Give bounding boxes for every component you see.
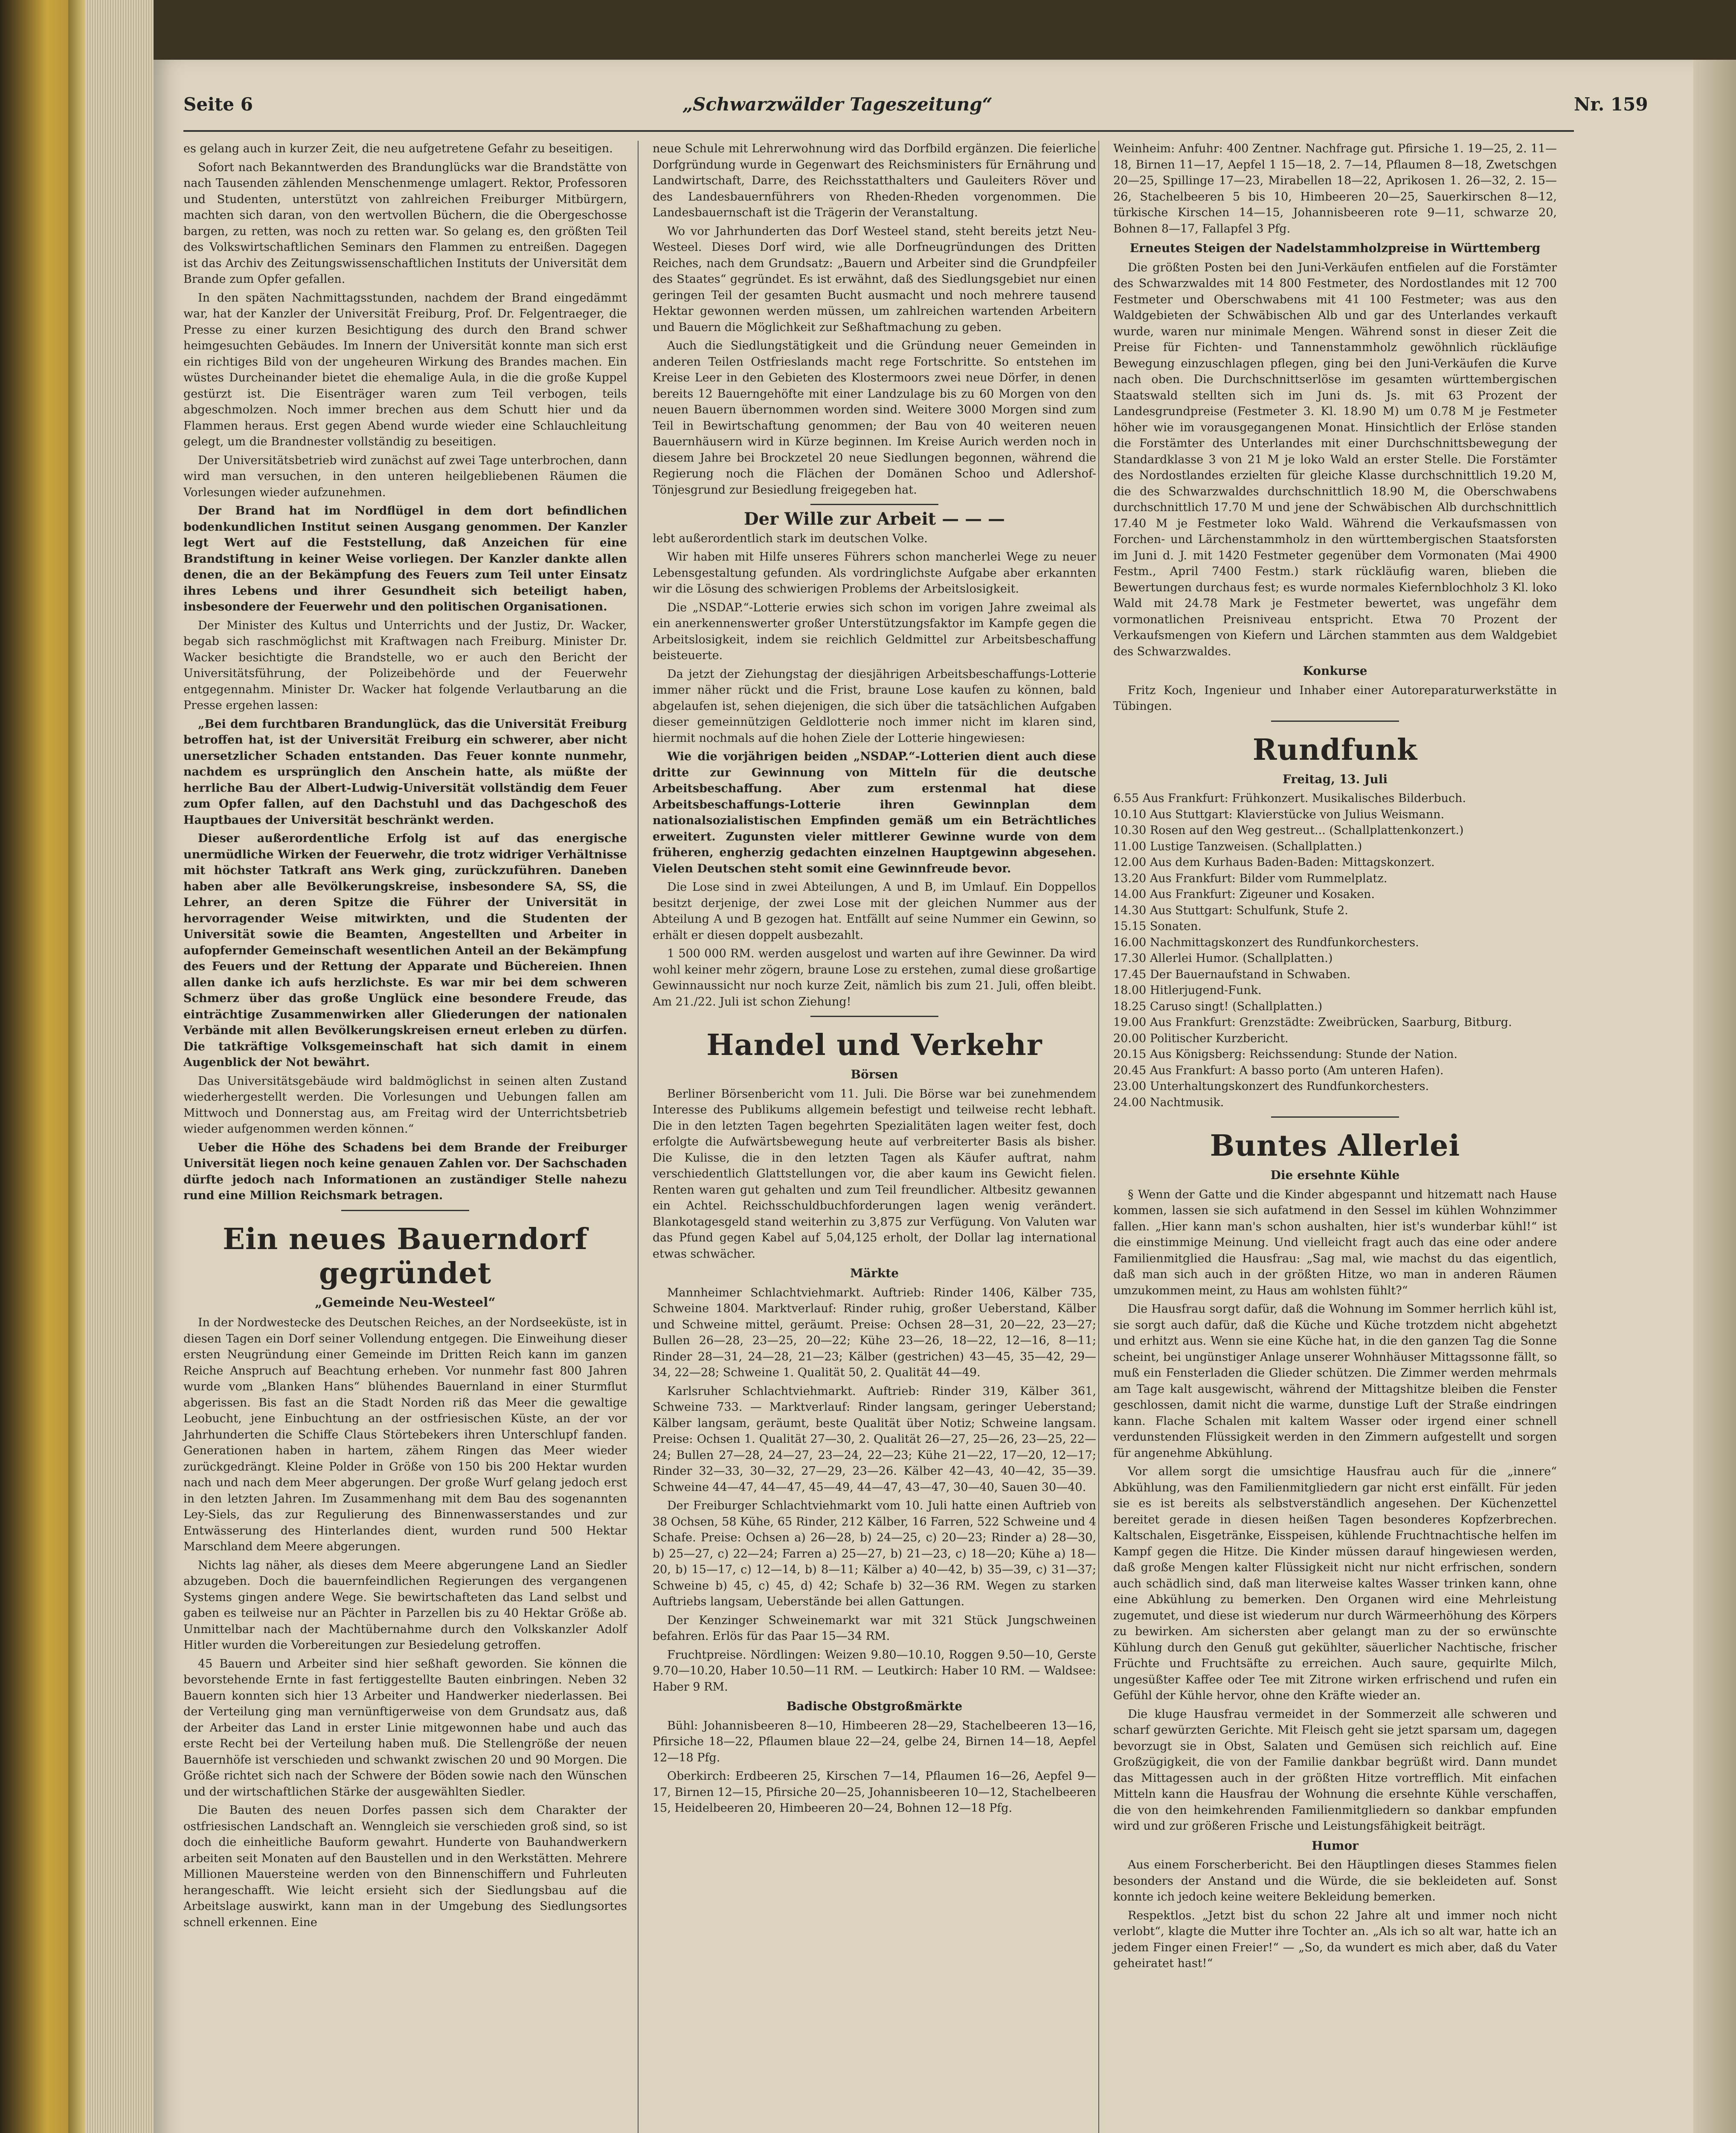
paragraph: Sofort nach Bekanntwerden des Brandunglücks war die Brandstätte von nach Tausenden zählenden Menschenmenge umlagert. Rektor, Professoren und Studenten, unterstützt von zahlreichen Freiburger Mitbürgern, machten sich daran, von den wertvollen Büchern, die die Obergeschosse bargen, zu retten, was noch zu retten war. So gelang es, den größten Teil des Volkswirtschaftlichen Seminars den Flammen zu entreißen. Dagegen ist das Archiv des Zeitungswissenschaftlichen Instituts der Universität dem Brande zum Opfer gefallen. bbox=[183, 160, 627, 286]
paragraph: neue Schule mit Lehrerwohnung wird das Dorfbild ergänzen. Die feierliche Dorfgründung wurde in Gegenwart des Reichsministers für Ernährung und Landwirtschaft, Darre, des Reichsstatthalters und Gauleiters Röver und des Landesbauernführers von Rheden-Rheden vorgenommen. Die Landesbauernschaft ist die Trägerin der Veranstaltung. bbox=[653, 142, 1096, 219]
paragraph: Da jetzt der Ziehungstag der diesjährigen Arbeitsbeschaffungs-Lotterie immer näher rückt und die Frist, braune Lose kaufen zu können, bald abgelaufen ist, sehen diejenigen, die sich über die tatsächlichen Aufgaben dieser gemeinnützigen Geldlotterie noch immer nicht im klaren sind, hiermit nochmals auf die hohen Ziele der Lotterie hingewiesen: bbox=[653, 667, 1096, 745]
radio-item: 11.00 Lustige Tanzweisen. (Schallplatten.) bbox=[1113, 840, 1362, 853]
section-heading: Märkte bbox=[850, 1266, 899, 1280]
paragraph: Vor allem sorgt die umsichtige Hausfrau auch für die „innere“ Abkühlung, was den Familienmitgliedern gar nicht erst einfällt. Für jeden sie es ist bereits als selbstverständlich angesehen. Der Küchenzettel bereitet gerade in diesen heißen Tagen besonderes Kopfzerbrechen. Kaltschalen, Eisgetränke, Eisspeisen, kühlende Fruchtnachtische helfen im Kampf gegen die Hitze. Die Kinder müssen darauf hingewiesen werden, daß große Mengen kalter Flüssigkeit nicht nur nicht erfrischen, sondern auch schädlich sind, daß man literweise kaltes Wasser trinken kann, ohne eine Abkühlung zu bemerken. Den Organen wird eine Mehrleistung zugemutet, und diese ist wiederum nur durch Wärmeerhöhung des Körpers zu bewirken. Am sichersten aber gelangt man zu der so erwünschte Kühlung durch den Genuß gut gekühlter, säuerlicher Nachtische, frischer Früchte und Fruchtsäfte zu erreichen. Auch saure, gequirlte Milch, ungesüßter Kaffee oder Tee mit Zitrone wirken erfrischend und rufen ein Gefühl der Kühle hervor, ohne den Kräfte wieder an. bbox=[1113, 1465, 1557, 1702]
paragraph: Der Minister des Kultus und Unterrichts und der Justiz, Dr. Wacker, begab sich raschmöglichst mit Kraftwagen nach Freiburg. Minister Dr. Wacker besichtigte die Brandstelle, wo er auch den Bericht der Universitätsführung, der Polizeibehörde und der Feuerwehr entgegennahm. Minister Dr. Wacker hat folgende Verlautbarung an die Presse ergehen lassen: bbox=[183, 619, 627, 712]
radio-item: 24.00 Nachtmusik. bbox=[1113, 1096, 1224, 1109]
paragraph: Das Universitätsgebäude wird baldmöglichst in seinen alten Zustand wiederhergestellt werden. Die Vorlesungen und Uebungen fallen am Mittwoch und Donnerstag aus, am Freitag wird der Unterrichtsbetrieb wieder aufgenommen werden können.“ bbox=[183, 1074, 627, 1136]
newspaper-page bbox=[154, 60, 1736, 2133]
radio-item: 10.30 Rosen auf den Weg gestreut... (Schallplattenkonzert.) bbox=[1113, 824, 1464, 837]
radio-item: 13.20 Aus Frankfurt: Bilder vom Rummelplatz. bbox=[1113, 872, 1388, 885]
radio-item: 17.30 Allerlei Humor. (Schallplatten.) bbox=[1113, 952, 1333, 965]
paragraph: Die Hausfrau sorgt dafür, daß die Wohnung im Sommer herrlich kühl ist, sie sorgt auch dafür, daß die Küche und Küche trotzdem nicht abgehetzt und erhitzt aus. Wenn sie eine Küche hat, in die den ganzen Tag die Sonne scheint, bei ungünstiger Anlage unserer Wohnhäuser Mittagssonne fällt, so muß ein Fensterladen die Glieder schützen. Die Zimmer werden mehrmals am Tage kalt ausgewischt, während der Mittagshitze bleiben die Fenster geschlossen, damit nicht die warme, dunstige Luft der Straße eindringen kann. Flache Schalen mit kaltem Wasser oder irgend einer schnell verdunstenden Flüssigkeit werden in den Zimmern aufgestellt und sorgen für angenehme Abkühlung. bbox=[1113, 1302, 1557, 1460]
section-heading: Humor bbox=[1312, 1838, 1359, 1853]
page-header bbox=[183, 94, 1689, 124]
page-edges bbox=[85, 0, 154, 2133]
page-number: Seite 6 bbox=[183, 94, 253, 115]
subheadline: „Gemeinde Neu-Westeel“ bbox=[315, 1295, 496, 1310]
headline-handel: Handel und Verkehr bbox=[706, 1028, 1042, 1062]
radio-item: 6.55 Aus Frankfurt: Frühkonzert. Musikalisches Bilderbuch. bbox=[1113, 792, 1466, 805]
paragraph: Weinheim: Anfuhr: 400 Zentner. Nachfrage gut. Pfirsiche 1. 19—25, 2. 11—18, Birnen 11—17, Aepfel 1 15—18, 2. 7—14, Pflaumen 8—18, Zwetschgen 20—25, Spillinge 17—23, Mirabellen 18—22, Aprikosen 1. 26—32, 2. 15—26, Stachelbeeren 5 bis 10, Himbeeren 20—25, Sauerkirschen 8—12, türkische Kirschen 14—15, Johannisbeeren rote 9—11, schwarze 20, Bohnen 8—17, Fallapfel 3 Pfg. bbox=[1113, 142, 1557, 235]
section-rule bbox=[1271, 721, 1399, 722]
column-2 bbox=[653, 141, 1096, 1819]
paragraph: lebt außerordentlich stark im deutschen Volke. bbox=[653, 532, 928, 545]
paragraph: Der Brand hat im Nordflügel in dem dort befindlichen bodenkundlichen Institut seinen Ausgang genommen. Der Kanzler legt Wert auf die Feststellung, daß Anzeichen für eine Brandstiftung in keiner Weise vorliegen. Der Kanzler dankte allen denen, die an der Bekämpfung des Feuers zum Teil unter Einsatz ihres Lebens und ihrer Gesundheit sich beteiligt haben, insbesondere der Feuerwehr und den politischen Organisationen. bbox=[183, 504, 627, 613]
radio-item: 12.00 Aus dem Kurhaus Baden-Baden: Mittagskonzert. bbox=[1113, 856, 1435, 869]
paragraph: Die Lose sind in zwei Abteilungen, A und B, im Umlauf. Ein Doppellos besitzt derjenige, der zwei Lose mit der gleichen Nummer aus der Abteilung A und B gezogen hat. Entfällt auf seine Nummer ein Gewinn, so erhält er diesen doppelt ausbezahlt. bbox=[653, 881, 1096, 942]
section-rule bbox=[810, 1016, 938, 1017]
radio-item: 15.15 Sonaten. bbox=[1113, 920, 1202, 933]
radio-day: Freitag, 13. Juli bbox=[1282, 772, 1388, 786]
paragraph: Bühl: Johannisbeeren 8—10, Himbeeren 28—29, Stachelbeeren 13—16, Pfirsiche 18—22, Pflaumen blaue 22—24, gelbe 24, Birnen 14—18, Aepfel 12—18 Pfg. bbox=[653, 1719, 1096, 1764]
paragraph: Wo vor Jahrhunderten das Dorf Westeel stand, steht bereits jetzt Neu-Westeel. Dieses Dorf wird, wie alle Dorfneugründungen des Dritten Reiches, nach dem Grundsatz: „Bauern und Arbeiter sind die Grundpfeiler des Staates“ gegründet. Es ist erwähnt, daß des Siedlungsgebiet nur einen geringen Teil der gesamten Bucht ausmacht und noch mehrere tausend Hektar gewonnen werden müssen, um zahlreichen wartenden Arbeitern und Bauern die Möglichkeit zur Seßhaftmachung zu geben. bbox=[653, 224, 1096, 334]
paragraph: Die größten Posten bei den Juni-Verkäufen entfielen auf die Forstämter des Schwarzwaldes mit 14 800 Festmeter, des Nordostlandes mit 12 700 Festmeter und Oberschwabens mit 41 100 Festmeter; was aus den Waldgebieten der Schwäbischen Alb und gar des Unterlandes verkauft wurde, waren nur minimale Mengen. Während sonst in dieser Zeit die Preise für Fichten- und Tannenstammholz gewöhnlich rückläufige Bewegung einzuschlagen pflegen, ging bei den Juni-Verkäufen die Kurve nach oben. Die Durchschnittserlöse im gesamten württembergischen Staatswald stellten sich im Juni ds. Js. mit 63 Prozent der Landesgrundpreise (Festmeter 3. Kl. 18.90 M) um 0.78 M je Festmeter höher wie im vorausgegangenen Monat. Hinsichtlich der Erlöse standen die Forstämter des Unterlandes mit einer Durchschnittsbewegung der Standardklasse 3 von 21 M je loko Wald an erster Stelle. Die Forstämter des Nordostlandes erzielten für gleiche Klasse durchschnittlich 19.20 M, die des Schwarzwaldes durchschnittlich 18.90 M, die Oberschwabens durchschnittlich 17.70 M und jene der Schwäbischen Alb durchschnittlich 17.40 M je Festmeter loko Wald. Während die Verkaufsmassen von Forchen- und Lärchenstammholz in den württembergischen Staatsforsten im Juni d. J. mit 1420 Festmeter gegenüber dem Vormonaten (Mai 4900 Festm., April 7400 Festm.) stark rückläufig waren, blieben die Bewertungen durchaus fest; es wurde normales Kiefernblochholz 3 Kl. loko Wald mit 24.78 Mark je Festmeter bewertet, was ungefähr dem vormonatlichen Preisniveau entspricht. Etwa 70 Prozent der Verkaufsmengen von Kiefern und Lärchen stammten aus dem Waldgebiet des Schwarzwaldes. bbox=[1113, 261, 1557, 658]
paragraph: In den späten Nachmittagsstunden, nachdem der Brand eingedämmt war, hat der Kanzler der Universität Freiburg, Prof. Dr. Felgentraeger, die Presse zu einer kurzen Besichtigung des durch den Brand schwer heimgesuchten Gebäudes. Im Innern der Universität konnte man sich erst ein richtiges Bild von der ungeheuren Wirkung des Brandes machen. Ein wüstes Durcheinander bietet die ehemalige Aula, in die die große Kuppel gestürzt ist. Die Eisenträger waren zum Teil verbogen, teils abgeschmolzen. Noch immer brechen aus dem Schutt hier und da Flammen heraus. Erst gegen Abend wurde wieder eine Schlauchleitung gelegt, um die Brandnester vollständig zu beseitigen. bbox=[183, 291, 627, 448]
paragraph: Mannheimer Schlachtviehmarkt. Auftrieb: Rinder 1406, Kälber 735, Schweine 1804. Marktverlauf: Rinder ruhig, großer Ueberstand, Kälber und Schweine mittel, geräumt. Preise: Ochsen 28—31, 20—22, 23—27; Bullen 26—28, 23—25, 20—22; Kühe 23—26, 18—22, 12—16, 8—11; Rinder 28—31, 24—28, 21—23; Kälber (gestrichen) 43—45, 35—42, 29—34, 22—28; Schweine 1. Qualität 50, 2. Qualität 44—49. bbox=[653, 1286, 1096, 1379]
next-page-edge bbox=[1693, 60, 1736, 2133]
column-divider bbox=[1098, 141, 1099, 2133]
paragraph: § Wenn der Gatte und die Kinder abgespannt und hitzematt nach Hause kommen, lassen sie sich aufatmend in den Sessel im kühlen Wohnzimmer fallen. „Hier kann man's schon aushalten, hier ist's wunderbar kühl!“ ist die einstimmige Meinung. Und vielleicht fragt auch das eine oder andere Familienmitglied die Hausfrau: „Sag mal, wie machst du das eigentlich, daß man sich auch in der größten Hitze, wo man in anderen Räumen umzukommen meint, zu Haus am wohlsten fühlt?“ bbox=[1113, 1188, 1557, 1297]
paragraph: Die kluge Hausfrau vermeidet in der Sommerzeit alle schweren und scharf gewürzten Gerichte. Mit Fleisch geht sie jetzt sparsam um, dagegen bevorzugt sie in Obst, Salaten und Gemüsen sich reichlich auf. Eine Großzügigkeit, die von der Familie dankbar begrüßt wird. Dann mundet das Mittagessen auch in der größten Hitze vortrefflich. Mit einfachen Mitteln kann die Hausfrau der Wohnung die ersehnte Kühle verschaffen, die von den heimkehrenden Familienmitgliedern so dankbar empfunden wird und zur größeren Frische und Leistungsfähigkeit beiträgt. bbox=[1113, 1707, 1557, 1833]
column-divider bbox=[638, 141, 639, 2133]
section-heading: Börsen bbox=[851, 1067, 898, 1081]
column-3 bbox=[1113, 141, 1557, 1974]
section-rule bbox=[810, 504, 938, 505]
paragraph: Fruchtpreise. Nördlingen: Weizen 9.80—10.10, Roggen 9.50—10, Gerste 9.70—10.20, Haber 10.50—11 RM. — Leutkirch: Haber 10 RM. — Waldsee: Haber 9 RM. bbox=[653, 1648, 1096, 1694]
paragraph: Wir haben mit Hilfe unseres Führers schon mancherlei Wege zu neuer Lebensgestaltung gefunden. Als vordringlichste Aufgabe aber erkannten wir die Lösung des schwierigen Problems der Arbeitslosigkeit. bbox=[653, 550, 1096, 596]
radio-item: 16.00 Nachmittagskonzert des Rundfunkorchesters. bbox=[1113, 936, 1419, 949]
radio-item: 20.15 Aus Königsberg: Reichssendung: Stunde der Nation. bbox=[1113, 1048, 1457, 1061]
section-heading: Badische Obstgroßmärkte bbox=[786, 1699, 963, 1713]
radio-item: 20.00 Politischer Kurzbericht. bbox=[1113, 1032, 1289, 1045]
paragraph: Die „NSDAP.“-Lotterie erwies sich schon im vorigen Jahre zweimal als ein anerkennenswerter großer Unterstützungsfaktor im Kampfe gegen die Arbeitslosigkeit, indem sie reichlich Geldmittel zur Arbeitsbeschaffung beisteuerte. bbox=[653, 601, 1096, 662]
headline-rundfunk: Rundfunk bbox=[1252, 732, 1418, 767]
paragraph: In der Nordwestecke des Deutschen Reiches, an der Nordseeküste, ist in diesen Tagen ein Dorf seiner Vollendung entgegen. Die Einweihung dieser ersten Neugründung einer Gemeinde im Dritten Reich kann im ganzen Reiche Anspruch auf Beachtung erheben. Vor nunmehr fast 800 Jahren wurde vom „Blanken Hans“ blühendes Bauernland in einer Sturmflut abgerissen. Bis fast an die Stadt Norden riß das Meer die gewaltige Leobucht, jene Einbuchtung an der ostfriesischen Küste, an der vor Jahrhunderten die Schiffe Claus Störtebekers ihren Unterschlupf fanden. Generationen haben in hartem, zähem Ringen das Meer wieder zurückgedrängt. Kleine Polder in Größe von 150 bis 200 Hektar wurden nach und nach dem Meer abgerungen. Der große Wurf gelang jedoch erst in den letzten Jahren. Im Zusammenhang mit dem Bau des sogenannten Ley-Siels, das zur Regulierung des Binnenwasserstandes und zur Entwässerung des Hinterlandes dient, wurden rund 500 Hektar Marschland dem Meere abgerungen. bbox=[183, 1316, 627, 1553]
paragraph: Der Kenzinger Schweinemarkt war mit 321 Stück Jungschweinen befahren. Erlös für das Paar 15—34 RM. bbox=[653, 1613, 1096, 1643]
paragraph: Der Universitätsbetrieb wird zunächst auf zwei Tage unterbrochen, dann wird man versuchen, in den unteren heilgebliebenen Räumen die Vorlesungen wieder aufzunehmen. bbox=[183, 453, 627, 499]
section-rule bbox=[341, 1210, 469, 1211]
header-rule bbox=[183, 130, 1574, 132]
paragraph: 1 500 000 RM. werden ausgelost und warten auf ihre Gewinner. Da wird wohl keiner mehr zögern, braune Lose zu erstehen, zumal diese großartige Gewinnaussicht nur noch kurze Zeit, nämlich bis zum 21. Juli, offen bleibt. Am 21./22. Juli ist schon Ziehung! bbox=[653, 947, 1096, 1008]
paragraph: 45 Bauern und Arbeiter sind hier seßhaft geworden. Sie können die bevorstehende Ernte in fast fertiggestellte Bauten einbringen. Neben 32 Bauern konnten sich hier 13 Arbeiter und Handwerker niederlassen. Bei der Verteilung ging man vernünftigerweise von dem Grundsatz aus, daß der Arbeiter das Land in erster Linie mitgewonnen habe und auch das erste Recht bei der Verteilung haben muß. Die Stellengröße der neuen Bauernhöfe ist verschieden und schwankt zwischen 20 und 90 Morgen. Die Größe richtet sich nach der Schwere der Böden sowie nach den Wünschen und der wirtschaftlichen Stärke der ausgewählten Siedler. bbox=[183, 1657, 627, 1799]
paragraph: Oberkirch: Erdbeeren 25, Kirschen 7—14, Pflaumen 16—26, Aepfel 9—17, Birnen 12—15, Pfirsiche 20—25, Johannisbeeren 10—12, Stachelbeeren 15, Heidelbeeren 20, Himbeeren 20—24, Bohnen 12—18 Pfg. bbox=[653, 1770, 1096, 1815]
paragraph: Der Freiburger Schlachtviehmarkt vom 10. Juli hatte einen Auftrieb von 38 Ochsen, 58 Kühe, 65 Rinder, 212 Kälber, 16 Farren, 522 Schweine und 4 Schafe. Preise: Ochsen a) 26—28, b) 24—25, c) 20—23; Rinder a) 28—30, b) 25—27, c) 22—24; Farren a) 25—27, b) 21—23, c) 18—20; Kühe a) 18—20, b) 15—17, c) 12—14, b) 8—11; Kälber a) 40—42, b) 35—39, c) 31—37; Schweine b) 45, c) 45, d) 42; Schafe b) 32—36 RM. Wegen zu starken Auftriebs langsam, Ueberstände bei allen Gattungen. bbox=[653, 1499, 1096, 1608]
paragraph: Auch die Siedlungstätigkeit und die Gründung neuer Gemeinden in anderen Teilen Ostfrieslands macht rege Fortschritte. So entstehen im Kreise Leer in den Gebieten des Klostermoors zwei neue Dörfer, in denen bereits 12 Bauerngehöfte mit einer Landzulage bis zu 60 Morgen von den neuen Bauern übernommen worden sind. Weitere 3000 Morgen sind zum Teil in Bewirtschaftung genommen; der Bau von 40 weiteren neuen Bauernhäusern wird in Kürze beginnen. Im Kreise Aurich werden noch in diesem Jahre bei Brockzetel 20 neue Siedlungen begonnen, während die Regierung noch die Flächen der Domänen Schoo und Adlershof-Tönjesgrund zur Besiedlung freigegeben hat. bbox=[653, 339, 1096, 497]
headline-bauerndorf: Ein neues Bauerndorf gegründet bbox=[223, 1222, 588, 1290]
radio-item: 10.10 Aus Stuttgart: Klavierstücke von Julius Weismann. bbox=[1113, 808, 1445, 821]
column-1 bbox=[183, 141, 627, 1933]
paragraph: Respektlos. „Jetzt bist du schon 22 Jahre alt und immer noch nicht verlobt“, klagte die Mutter ihre Tochter an. „Als ich so alt war, hatte ich an jedem Finger einen Freier!“ — „So, da wundert es mich aber, daß du Vater geheiratet hast!“ bbox=[1113, 1909, 1557, 1970]
radio-program-list bbox=[1113, 790, 1557, 1110]
radio-item: 18.25 Caruso singt! (Schallplatten.) bbox=[1113, 1000, 1323, 1013]
radio-item: 20.45 Aus Frankfurt: A basso porto (Am unteren Hafen). bbox=[1113, 1064, 1444, 1077]
section-rule bbox=[1271, 1116, 1399, 1118]
headline-buntes-allerlei: Buntes Allerlei bbox=[1210, 1129, 1460, 1163]
section-heading: Erneutes Steigen der Nadelstammholzpreise in Württemberg bbox=[1129, 241, 1541, 255]
radio-item: 14.00 Aus Frankfurt: Zigeuner und Kosaken. bbox=[1113, 888, 1375, 901]
issue-number: Nr. 159 bbox=[1574, 94, 1648, 115]
book-binding bbox=[0, 0, 85, 2133]
paragraph: „Bei dem furchtbaren Brandunglück, das die Universität Freiburg betroffen hat, ist der Universität Freiburg ein schwerer, aber nicht unersetzlicher Schaden entstanden. Das Feuer konnte nunmehr, nachdem es ursprünglich den Anschein hatte, als müßte der herrliche Bau der Albert-Ludwig-Universität vollständig dem Feuer zum Opfer fallen, auf den Dachstuhl und das Dachgeschoß des Hauptbaues der Universität beschränkt werden. bbox=[183, 717, 627, 827]
headline-wille: Der Wille zur Arbeit — — — bbox=[743, 509, 1005, 529]
paragraph: Nichts lag näher, als dieses dem Meere abgerungene Land an Siedler abzugeben. Doch die bauernfeindlichen Regierungen des vergangenen Systems gingen andere Wege. Sie bewirtschafteten das Land selbst und gaben es teilweise nur an Pächter in Parzellen bis zu 40 Hektar Größe ab. Unmittelbar nach der Machtübernahme durch den Volkskanzler Adolf Hitler wurden die Vorbereitungen zur Besiedelung getroffen. bbox=[183, 1558, 627, 1652]
newspaper-title: „Schwarzwälder Tageszeitung“ bbox=[682, 94, 993, 115]
paragraph: Dieser außerordentliche Erfolg ist auf das energische unermüdliche Wirken der Feuerwehr, die trotz widriger Verhältnisse mit höchster Tatkraft ans Werk ging, zurückzuführen. Daneben haben aber alle Bevölkerungskreise, insbesondere SA, SS, die Lehrer, an deren Spitze die Führer der Universität in hervorragender Weise mitwirkten, und die Studenten der Universität sowie die Beamten, Angestellten und Arbeiter in aufopfernder Gemeinschaft wesentlichen Anteil an der Bekämpfung des Feuers und der Rettung der Apparate und Büchereien. Ihnen allen danke ich aufs herzlichste. Es war mir bei dem schweren Schmerz über das große Unglück eine besondere Freude, das einträchtige Zusammenwirken aller Gliederungen der nationalen Verbände mit allen Bevölkerungskreisen erneut erleben zu dürfen. Die tatkräftige Volksgemeinschaft hat sich damit in einem Augenblick der Not bewährt. bbox=[183, 832, 627, 1069]
section-heading: Konkurse bbox=[1303, 664, 1367, 678]
paragraph: Aus einem Forscherbericht. Bei den Häuptlingen dieses Stammes fielen besonders der Anstand und die Würde, die sie bekleideten auf. Sonst konnte ich jedoch keine weitere Bekleidung bemerken. bbox=[1113, 1858, 1557, 1903]
radio-item: 18.00 Hitlerjugend-Funk. bbox=[1113, 984, 1262, 997]
paragraph: Wie die vorjährigen beiden „NSDAP.“-Lotterien dient auch diese dritte zur Gewinnung von Mitteln für die deutsche Arbeitsbeschaffung. Aber zum erstenmal hat diese Arbeitsbeschaffungs-Lotterie ihren Gewinnplan dem nationalsozialistischen Empfinden gemäß um ein Beträchtliches erweitert. Zugunsten vieler mittlerer Gewinne wurde von dem früheren, engherzig gedachten einzelnen Hauptgewinn abgesehen. Vielen Deutschen steht somit eine Gewinnfreude bevor. bbox=[653, 750, 1096, 875]
radio-item: 14.30 Aus Stuttgart: Schulfunk, Stufe 2. bbox=[1113, 904, 1348, 917]
paragraph: Die Bauten des neuen Dorfes passen sich dem Charakter der ostfriesischen Landschaft an. Wenngleich sie verschieden groß sind, so ist doch die einheitliche Bauform gewahrt. Hunderte von Bauhandwerkern arbeiten seit Monaten auf den Baustellen und in den Werkstätten. Mehrere Millionen Mauersteine werden von den Binnenschiffern und Fuhrleuten herangeschafft. Wie leicht ersieht sich der Siedlungsbau auf die Arbeitslage auswirkt, kann man in der Umgebung des Siedlungsortes schnell erkennen. Eine bbox=[183, 1804, 627, 1929]
subheadline: Die ersehnte Kühle bbox=[1270, 1168, 1400, 1182]
paragraph: es gelang auch in kurzer Zeit, die neu aufgetretene Gefahr zu beseitigen. bbox=[183, 142, 613, 155]
paragraph: Karlsruher Schlachtviehmarkt. Auftrieb: Rinder 319, Kälber 361, Schweine 733. — Marktverlauf: Rinder langsam, geringer Ueberstand; Kälber langsam, geräumt, beste Qualität über Notiz; Schweine langsam. Preise: Ochsen 1. Qualität 27—30, 2. Qualität 26—27, 25—26, 23—25, 22—24; Bullen 27—28, 24—27, 23—24, 22—23; Kühe 21—22, 17—20, 12—17; Rinder 32—33, 30—32, 27—29, 23—26. Kälber 42—43, 40—42, 35—39. Schweine 44—47, 44—47, 45—49, 44—47, 43—47, 30—40, Sauen 30—40. bbox=[653, 1384, 1096, 1494]
paragraph: Fritz Koch, Ingenieur und Inhaber einer Autoreparaturwerkstätte in Tübingen. bbox=[1113, 683, 1557, 713]
paragraph: Ueber die Höhe des Schadens bei dem Brande der Freiburger Universität liegen noch keine genauen Zahlen vor. Der Sachschaden dürfte jedoch nach Informationen an zuständiger Stelle nahezu rund eine Million Reichsmark betragen. bbox=[183, 1141, 627, 1202]
radio-item: 17.45 Der Bauernaufstand in Schwaben. bbox=[1113, 968, 1351, 981]
radio-item: 19.00 Aus Frankfurt: Grenzstädte: Zweibrücken, Saarburg, Bitburg. bbox=[1113, 1016, 1512, 1029]
radio-item: 23.00 Unterhaltungskonzert des Rundfunkorchesters. bbox=[1113, 1080, 1429, 1093]
paragraph: Berliner Börsenbericht vom 11. Juli. Die Börse war bei zunehmendem Interesse des Publikums allgemein befestigt und teilweise recht lebhaft. Die in den letzten Tagen begehrten Spezialitäten lagen weiter fest, doch erfolgte die Aufwärtsbewegung heute auf verbreiterter Basis als bisher. Die Kulisse, die in den letzten Tagen als Käufer auftrat, nahm verschiedentlich Glattstellungen vor, die aber kaum ins Gewicht fielen. Renten waren gut gehalten und zum Teil freundlicher. Altbesitz gewannen ein Achtel. Reichsschuldbuchforderungen lagen wenig verändert. Blankotagesgeld stand weiterhin zu 3,875 zur Verfügung. Von Valuten war das Pfund gegen Kabel auf 5,04,125 erholt, der Dollar lag international etwas schwächer. bbox=[653, 1087, 1096, 1261]
